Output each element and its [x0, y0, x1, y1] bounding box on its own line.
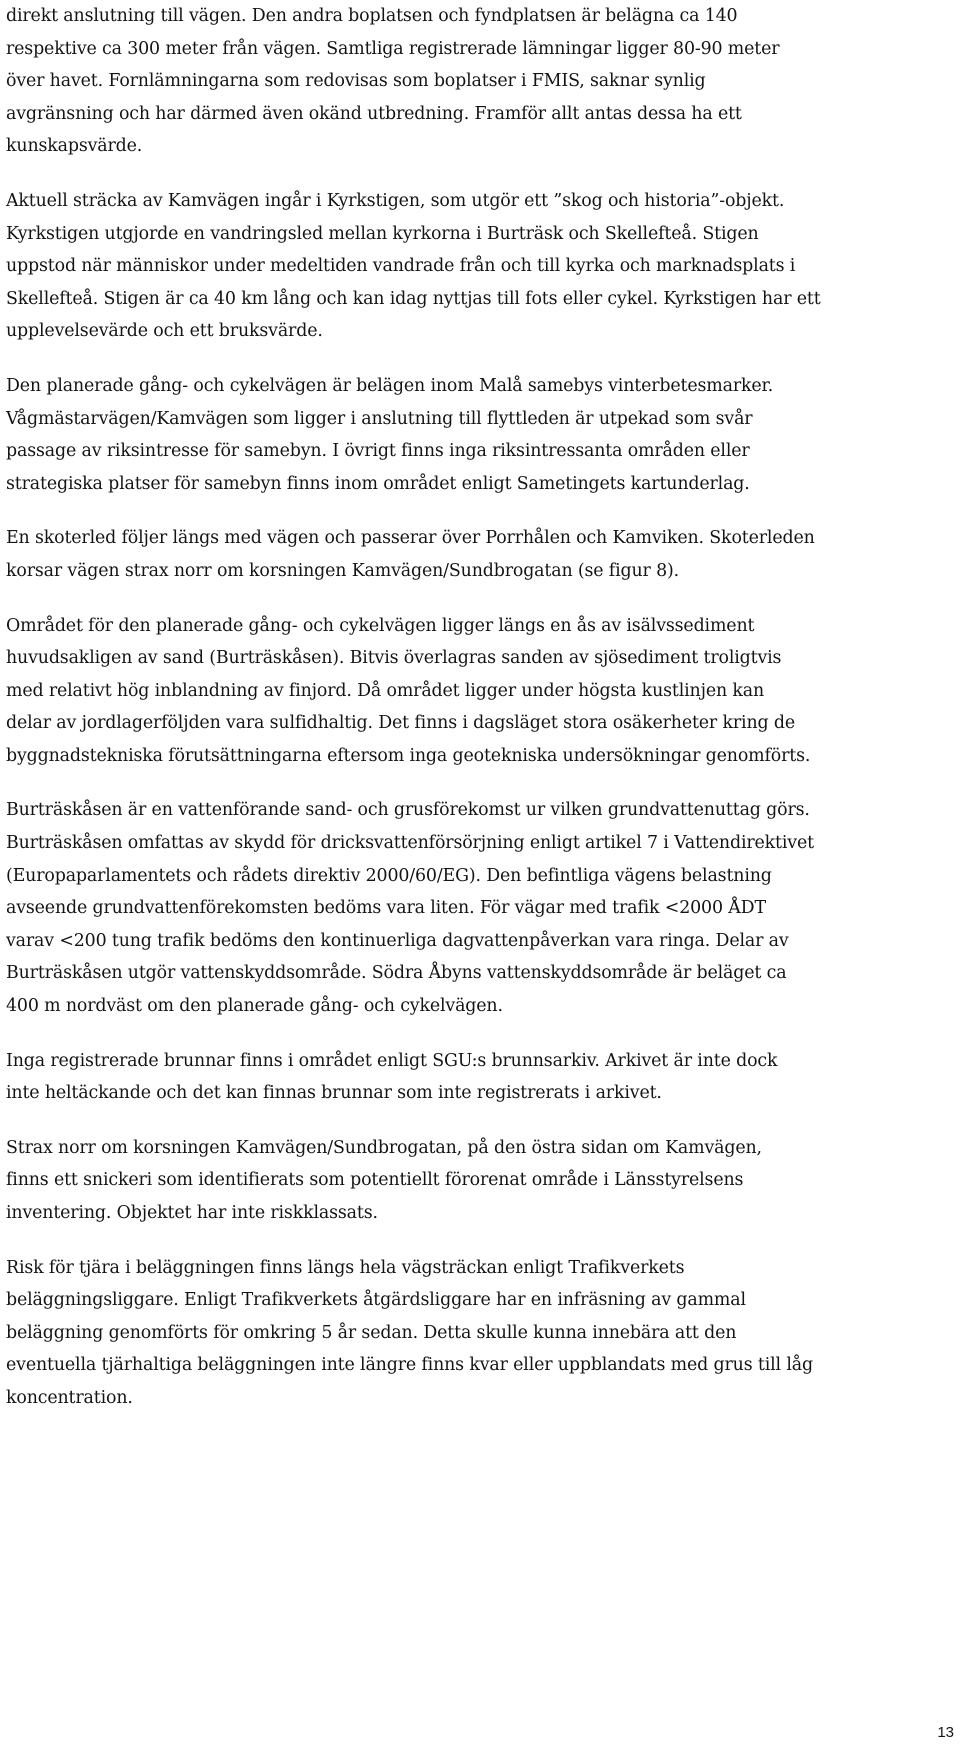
- text-line: eventuella tjärhaltiga beläggningen inte längre finns kvar eller uppblandats med grus till låg: [6, 1355, 813, 1376]
- text-line: varav <200 tung trafik bedöms den kontinuerliga dagvattenpåverkan vara ringa. Delar av: [6, 930, 789, 951]
- paragraph-kyrkstigen: [6, 185, 954, 348]
- text-line: passage av riksintresse för samebyn. I övrigt finns inga riksintressanta områden eller: [6, 441, 750, 462]
- text-line: avseende grundvattenförekomsten bedöms vara liten. För vägar med trafik <2000 ÅDT: [6, 898, 766, 919]
- text-line: Skellefteå. Stigen är ca 40 km lång och kan idag nyttjas till fots eller cykel. Kyrkstigen har ett: [6, 288, 821, 309]
- paragraph-brunnar: [6, 1045, 954, 1110]
- text-line: Vågmästarvägen/Kamvägen som ligger i anslutning till flyttleden är utpekad som svår: [6, 408, 753, 429]
- text-line: Området för den planerade gång- och cykelvägen ligger längs en ås av isälvssediment: [6, 615, 755, 636]
- text-line: finns ett snickeri som identifierats som potentiellt förorenat område i Länsstyrelsens: [6, 1170, 744, 1191]
- text-line: delar av jordlagerföljden vara sulfidhaltig. Det finns i dagsläget stora osäkerheter kring de: [6, 713, 795, 734]
- paragraph-fororenat-omrade: [6, 1132, 954, 1230]
- text-line: Aktuell sträcka av Kamvägen ingår i Kyrkstigen, som utgör ett ”skog och historia”-objekt.: [6, 190, 785, 211]
- text-line: inte heltäckande och det kan finnas brunnar som inte registrerats i arkivet.: [6, 1083, 662, 1104]
- text-line: En skoterled följer längs med vägen och passerar över Porrhålen och Kamviken. Skoterleden: [6, 528, 815, 549]
- text-line: med relativt hög inblandning av finjord. Då området ligger under högsta kustlinjen kan: [6, 680, 765, 701]
- text-line: beläggningsliggare. Enligt Trafikverkets åtgärdsliggare har en infräsning av gammal: [6, 1290, 746, 1311]
- text-line: inventering. Objektet har inte riskklassats.: [6, 1203, 378, 1223]
- text-line: koncentration.: [6, 1387, 133, 1408]
- paragraph-skoterled: [6, 522, 954, 587]
- document-body: [6, 0, 954, 1437]
- text-line: Kyrkstigen utgjorde en vandringsled mellan kyrkorna i Burträsk och Skellefteå. Stigen: [6, 223, 759, 244]
- text-line: respektive ca 300 meter från vägen. Samtliga registrerade lämningar ligger 80-90 meter: [6, 38, 780, 59]
- text-line: huvudsakligen av sand (Burträskåsen). Bitvis överlagras sanden av sjösediment troligtvis: [6, 648, 782, 669]
- text-line: Burträskåsen omfattas av skydd för dricksvattenförsörjning enligt artikel 7 i Vattendirektivet: [6, 833, 814, 854]
- text-line: byggnadstekniska förutsättningarna eftersom inga geotekniska undersökningar genomförts.: [6, 745, 811, 766]
- paragraph-geologi: [6, 610, 954, 773]
- text-line: strategiska platser för samebyn finns inom området enligt Sametingets kartunderlag.: [6, 473, 750, 494]
- paragraph-grundvatten: [6, 794, 954, 1022]
- text-line: Burträskåsen är en vattenförande sand- och grusförekomst ur vilken grundvattenuttag görs.: [6, 800, 810, 821]
- text-line: Den planerade gång- och cykelvägen är belägen inom Malå samebys vinterbetesmarker.: [6, 375, 774, 396]
- paragraph-tjara: [6, 1252, 954, 1415]
- text-line: beläggning genomförts för omkring 5 år sedan. Detta skulle kunna innebära att den: [6, 1322, 737, 1343]
- text-line: (Europaparlamentets och rådets direktiv 2000/60/EG). Den befintliga vägens belastning: [6, 865, 772, 886]
- text-line: uppstod när människor under medeltiden vandrade från och till kyrka och marknadsplats i: [6, 256, 796, 277]
- text-line: avgränsning och har därmed även okänd utbredning. Framför allt antas dessa ha ett: [6, 103, 742, 124]
- text-line: korsar vägen strax norr om korsningen Kamvägen/Sundbrogatan (se figur 8).: [6, 560, 680, 581]
- text-line: Strax norr om korsningen Kamvägen/Sundbrogatan, på den östra sidan om Kamvägen,: [6, 1137, 762, 1158]
- text-line: Inga registrerade brunnar finns i området enligt SGU:s brunnsarkiv. Arkivet är inte dock: [6, 1050, 778, 1071]
- text-line: upplevelsevärde och ett bruksvärde.: [6, 321, 323, 342]
- text-line: Risk för tjära i beläggningen finns längs hela vägsträckan enligt Trafikverkets: [6, 1257, 685, 1278]
- paragraph-fornlamningar: [6, 0, 954, 163]
- page-number: 13: [937, 1724, 954, 1741]
- text-line: Burträskåsen utgör vattenskyddsområde. Södra Åbyns vattenskyddsområde är beläget ca: [6, 963, 787, 984]
- text-line: över havet. Fornlämningarna som redovisas som boplatser i FMIS, saknar synlig: [6, 71, 706, 92]
- text-line: 400 m nordväst om den planerade gång- och cykelvägen.: [6, 996, 503, 1017]
- paragraph-sameby: [6, 370, 954, 500]
- text-line: direkt anslutning till vägen. Den andra boplatsen och fyndplatsen är belägna ca 140: [6, 6, 738, 26]
- text-line: kunskapsvärde.: [6, 136, 143, 157]
